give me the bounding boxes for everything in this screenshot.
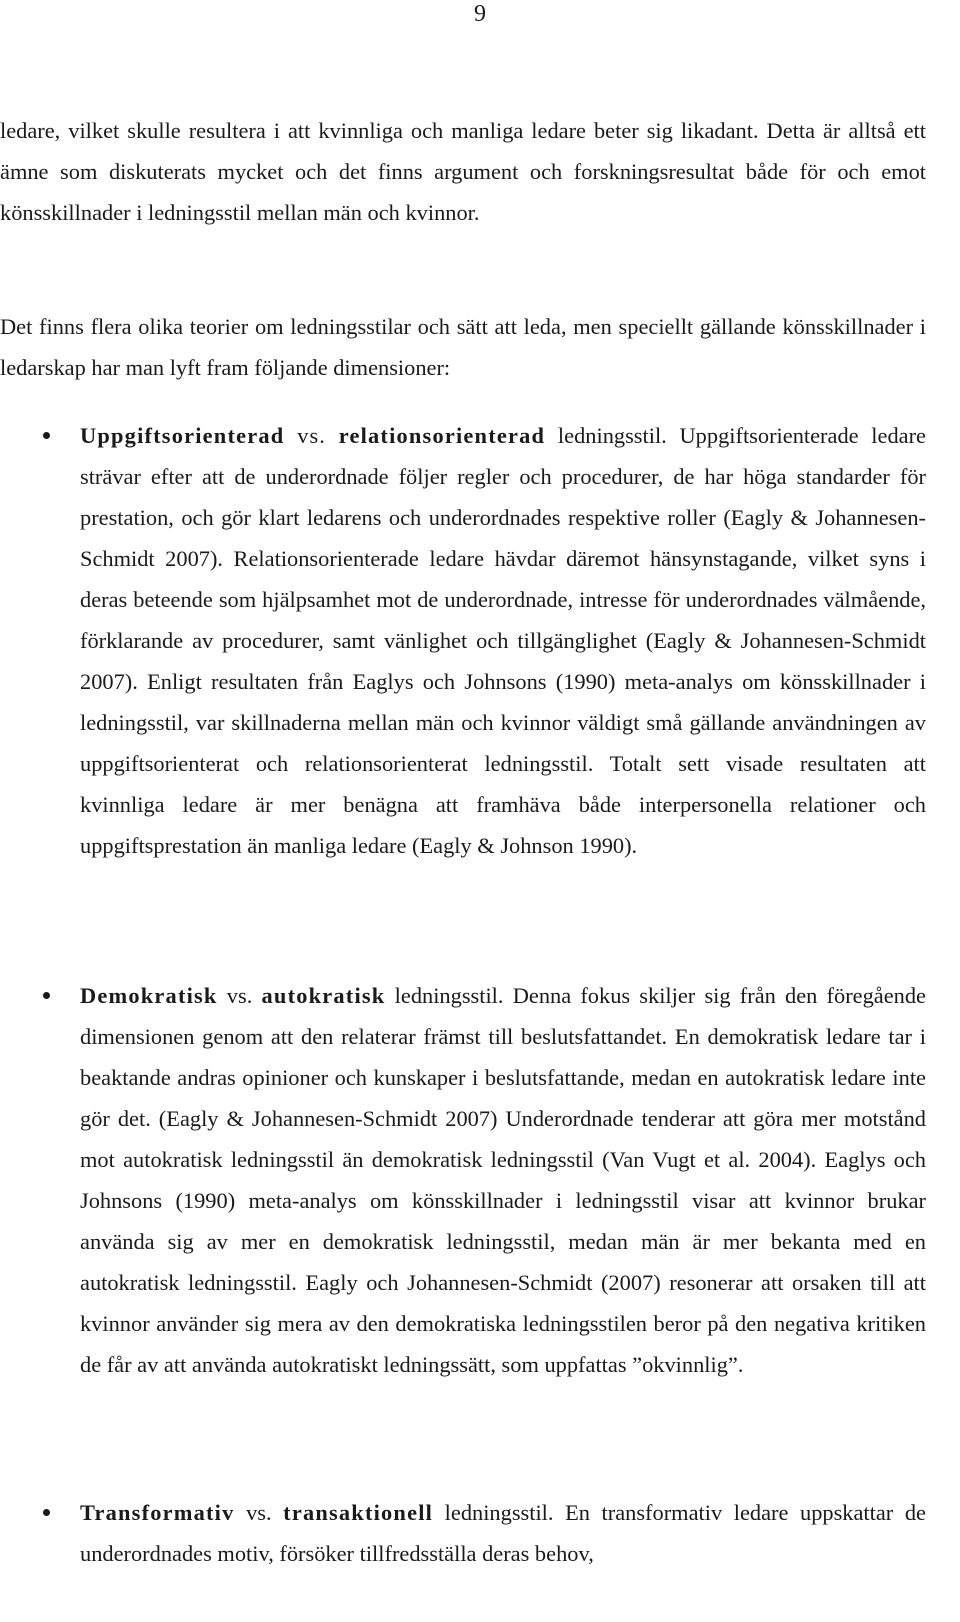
- bullet-term-secondary: autokratisk: [261, 983, 386, 1008]
- bullet-body: Denna fokus skiljer sig från den föregående dimensionen genom att den relaterar främst till beslutsfattandet. En demokratisk ledare tar i beaktande andras opinioner och kunskaper i beslutsfattande, medan en autokratisk ledare inte gör det. (Eagly & Johannesen-Schmidt 2007) Underordnade tenderar att göra mer motstånd mot autokratisk ledningsstil än demokratisk ledningsstil (Van Vugt et al. 2004). Eaglys och Johnsons (1990) meta-analys om könsskillnader i ledningsstil visar att kvinnor brukar använda sig av mer en demokratisk ledningsstil, medan män är mer bekanta med en autokratisk ledningsstil. Eagly och Johannesen-Schmidt (2007) resonerar att orsaken till att kvinnor använder sig mera av den demokratiska ledningsstilen beror på den negativa kritiken de får av att använda autokratiskt ledningssätt, som uppfattas ”okvinnlig”.: [80, 983, 926, 1377]
- bullet-term-primary: Demokratisk: [80, 983, 218, 1008]
- bullet-term-primary: Uppgiftsorienterad: [80, 423, 285, 448]
- list-item: [80, 415, 926, 866]
- bullet-vs: vs.: [297, 423, 326, 448]
- bullet-term-primary: Transformativ: [80, 1500, 235, 1525]
- bullet-suffix: ledningsstil.: [444, 1500, 554, 1525]
- bullet-body: En transformativ ledare uppskattar de underordnades motiv, försöker tillfredsställa deras behov,: [80, 1500, 926, 1566]
- list-item: [80, 1492, 926, 1574]
- bullet-term-secondary: transaktionell: [283, 1500, 434, 1525]
- bullet-suffix: ledningsstil.: [557, 423, 667, 448]
- page-number: 9: [474, 1, 486, 27]
- paragraph-dimensions: Det finns flera olika teorier om ledningsstilar och sätt att leda, men speciellt gällande könsskillnader i ledarskap har man lyft fram följande dimensioner:: [0, 314, 926, 380]
- bullet-term-secondary: relationsorienterad: [338, 423, 546, 448]
- paragraph-intro: ledare, vilket skulle resultera i att kvinnliga och manliga ledare beter sig likadant. Detta är alltså ett ämne som diskuterats mycket och det finns argument och forskningsresultat både för och emot könsskillnader i ledningsstil mellan män och kvinnor.: [0, 118, 926, 225]
- bullet-suffix: ledningsstil.: [394, 983, 504, 1008]
- bullet-body: Uppgiftsorienterade ledare strävar efter att de underordnade följer regler och procedurer, de har höga standarder för prestation, och gör klart ledarens och underordnades respektive roller (Eagly & Johannesen-Schmidt 2007). Relationsorienterade ledare hävdar däremot hänsynstagande, vilket syns i deras beteende som hjälpsamhet mot de underordnade, intresse för underordnades välmående, förklarande av procedurer, samt vänlighet och tillgänglighet (Eagly & Johannesen-Schmidt 2007). Enligt resultaten från Eaglys och Johnsons (1990) meta-analys om könsskillnader i ledningsstil, var skillnaderna mellan män och kvinnor väldigt små gällande användningen av uppgiftsorienterat och relationsorienterat ledningsstil. Totalt sett visade resultaten att kvinnliga ledare är mer benägna att framhäva både interpersonella relationer och uppgiftsprestation än manliga ledare (Eagly & Johnson 1990).: [80, 423, 926, 858]
- list-item: [80, 975, 926, 1385]
- bullet-vs: vs.: [226, 983, 253, 1008]
- bullet-vs: vs.: [246, 1500, 272, 1525]
